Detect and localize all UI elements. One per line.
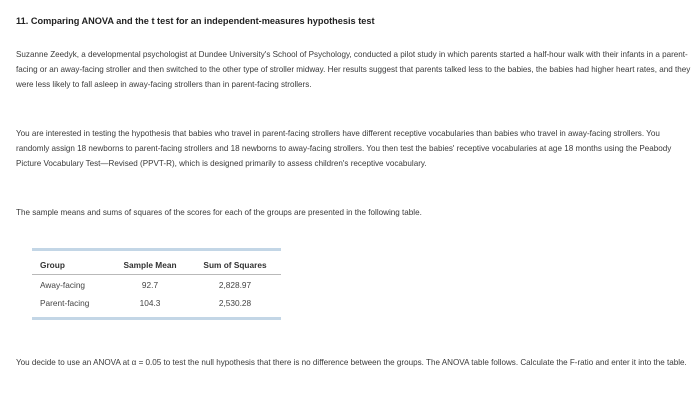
table-intro-paragraph: The sample means and sums of squares of the scores for each of the groups are presented in the following table.	[16, 208, 422, 217]
table-top-rule	[32, 248, 281, 251]
table-bottom-rule	[32, 317, 281, 320]
header-group: Group	[40, 260, 65, 270]
intro-paragraph: Suzanne Zeedyk, a developmental psychologist at Dundee University's School of Psychology, conducted a pilot study in which parents started a half-hour walk with their infants in a parent-facing or an away-facing stroller and then switched to the other type of stroller midway. Her results suggest that parents talked less to the babies, the babies had higher heart rates, and they were less likely to fall asleep in away-facing strollers than in parent-facing strollers.	[16, 50, 691, 89]
row-parent-facing-ss: 2,530.28	[218, 298, 252, 308]
row-away-facing-mean: 92.7	[141, 280, 159, 290]
row-away-facing-group: Away-facing	[40, 280, 86, 290]
header-sum-of-squares: Sum of Squares	[203, 260, 267, 270]
row-parent-facing-mean: 104.3	[139, 298, 161, 308]
anova-instruction-paragraph: You decide to use an ANOVA at α = 0.05 to test the null hypothesis that there is no difference between the groups. The ANOVA table follows. Calculate the F-ratio and enter it into the table.	[16, 358, 687, 367]
row-away-facing-ss: 2,828.97	[218, 280, 252, 290]
header-sample-mean: Sample Mean	[123, 260, 177, 270]
hypothesis-paragraph: You are interested in testing the hypothesis that babies who travel in parent-facing strollers have different receptive vocabularies than babies who travel in away-facing strollers. You randomly assign 18 newborns to parent-facing strollers and 18 newborns to away-facing strollers. You then test the babies' receptive vocabularies at age 18 months using the Peabody Picture Vocabulary Test—Revised (PPVT-R), which is designed primarily to assess children's receptive vocabulary.	[16, 129, 672, 168]
row-parent-facing-group: Parent-facing	[40, 298, 90, 308]
sample-statistics-table	[32, 248, 281, 322]
question-title: 11. Comparing ANOVA and the t test for an independent-measures hypothesis test	[16, 16, 375, 26]
table-header-rule	[32, 274, 281, 275]
